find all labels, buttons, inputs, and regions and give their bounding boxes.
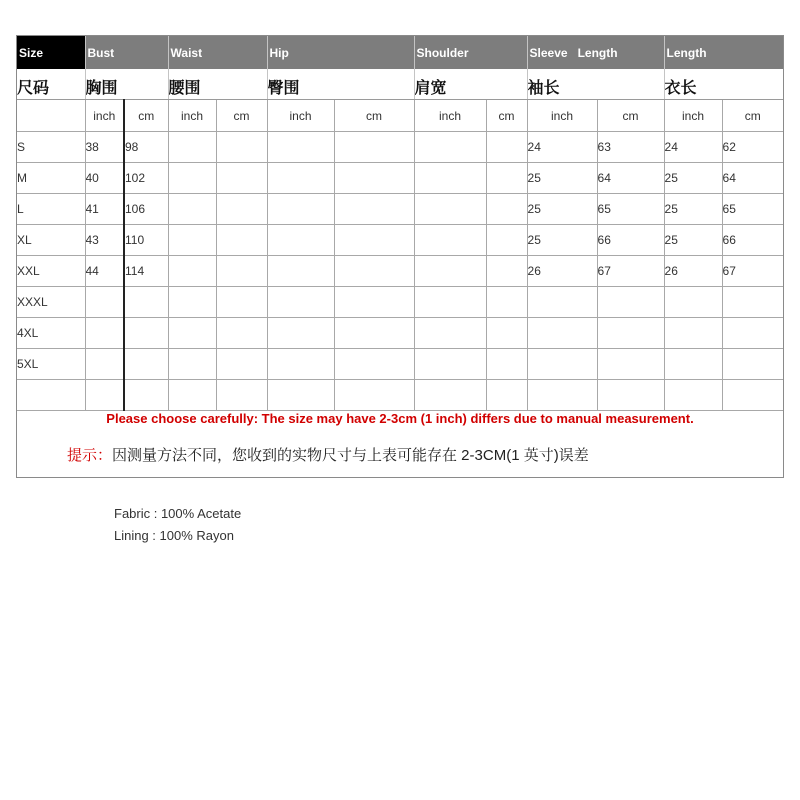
value-cell — [597, 380, 664, 411]
table-row — [17, 380, 783, 411]
value-cell: 65 — [722, 194, 783, 225]
value-cell — [168, 132, 216, 163]
value-cell: 25 — [664, 163, 722, 194]
value-cell — [124, 287, 168, 318]
value-cell — [267, 287, 334, 318]
value-cell — [414, 349, 486, 380]
value-cell — [414, 194, 486, 225]
unit-cm: cm — [597, 100, 664, 132]
value-cell — [267, 132, 334, 163]
value-cell: 110 — [124, 225, 168, 256]
value-cell — [486, 256, 527, 287]
value-cell — [334, 256, 414, 287]
value-cell: 64 — [722, 163, 783, 194]
value-cell: 44 — [85, 256, 124, 287]
value-cell — [486, 380, 527, 411]
value-cell: 66 — [722, 225, 783, 256]
size-table — [17, 36, 783, 411]
header-waist: Waist — [168, 36, 267, 69]
header-cn-size: 尺码 — [17, 69, 85, 100]
value-cell — [168, 225, 216, 256]
value-cell: 114 — [124, 256, 168, 287]
value-cell: 26 — [527, 256, 597, 287]
table-row — [17, 256, 783, 287]
value-cell — [168, 194, 216, 225]
size-chart — [16, 35, 784, 478]
size-cell: 5XL — [17, 349, 85, 380]
value-cell — [664, 349, 722, 380]
value-cell — [527, 287, 597, 318]
unit-inch: inch — [85, 100, 124, 132]
value-cell — [124, 349, 168, 380]
value-cell — [168, 163, 216, 194]
value-cell — [414, 225, 486, 256]
value-cell — [334, 380, 414, 411]
header-hip: Hip — [267, 36, 414, 69]
value-cell: 38 — [85, 132, 124, 163]
unit-cm: cm — [722, 100, 783, 132]
value-cell — [664, 318, 722, 349]
measurement-note-cn — [67, 444, 589, 465]
value-cell — [168, 349, 216, 380]
value-cell — [267, 349, 334, 380]
value-cell — [486, 287, 527, 318]
value-cell — [334, 225, 414, 256]
header-cn-shoulder: 肩宽 — [414, 69, 527, 100]
value-cell — [85, 287, 124, 318]
value-cell: 25 — [527, 194, 597, 225]
value-cell — [124, 380, 168, 411]
value-cell — [168, 287, 216, 318]
value-cell — [85, 318, 124, 349]
unit-inch: inch — [664, 100, 722, 132]
value-cell — [527, 380, 597, 411]
value-cell — [168, 380, 216, 411]
value-cell — [722, 287, 783, 318]
size-cell: 4XL — [17, 318, 85, 349]
value-cell — [486, 163, 527, 194]
measurement-note-en: Please choose carefully: The size may have 2-3cm (1 inch) differs due to manual measurement. — [106, 411, 694, 426]
size-cell: M — [17, 163, 85, 194]
value-cell — [267, 194, 334, 225]
value-cell — [664, 380, 722, 411]
value-cell — [216, 194, 267, 225]
header-row — [17, 36, 783, 69]
material-info — [114, 503, 241, 547]
unit-cm: cm — [334, 100, 414, 132]
value-cell: 98 — [124, 132, 168, 163]
fabric-text: Fabric : 100% Acetate — [114, 506, 242, 521]
value-cell — [597, 349, 664, 380]
header-bust: Bust — [85, 36, 168, 69]
size-cell: XXL — [17, 256, 85, 287]
value-cell — [334, 132, 414, 163]
unit-empty — [17, 100, 85, 132]
header-cn-length: 衣长 — [664, 69, 783, 100]
unit-row — [17, 100, 783, 132]
value-cell: 66 — [597, 225, 664, 256]
value-cell — [267, 380, 334, 411]
value-cell — [414, 256, 486, 287]
value-cell — [267, 256, 334, 287]
unit-inch: inch — [527, 100, 597, 132]
value-cell: 25 — [527, 163, 597, 194]
header-cn-sleeve: 袖长 — [527, 69, 664, 100]
size-cell: XL — [17, 225, 85, 256]
lining-text: Lining : 100% Rayon — [114, 528, 234, 543]
value-cell — [722, 349, 783, 380]
size-cell — [17, 380, 85, 411]
value-cell — [334, 287, 414, 318]
value-cell — [597, 287, 664, 318]
header-size: Size — [17, 36, 85, 69]
unit-cm: cm — [486, 100, 527, 132]
value-cell — [486, 225, 527, 256]
value-cell: 25 — [664, 194, 722, 225]
value-cell — [216, 318, 267, 349]
value-cell: 25 — [527, 225, 597, 256]
value-cell — [267, 318, 334, 349]
value-cell — [486, 194, 527, 225]
size-cell: S — [17, 132, 85, 163]
size-cell: L — [17, 194, 85, 225]
value-cell: 25 — [664, 225, 722, 256]
table-row — [17, 318, 783, 349]
value-cell — [168, 318, 216, 349]
note-cn-text: 因测量方法不同，您收到的实物尺寸与上表可能存在 2-3CM(1 英寸)误差 — [112, 447, 589, 464]
value-cell — [722, 318, 783, 349]
note-cn-label: 提示： — [67, 447, 113, 464]
value-cell: 106 — [124, 194, 168, 225]
value-cell — [414, 287, 486, 318]
header-shoulder: Shoulder — [414, 36, 527, 69]
value-cell — [527, 349, 597, 380]
value-cell — [486, 318, 527, 349]
value-cell — [334, 163, 414, 194]
unit-inch: inch — [168, 100, 216, 132]
value-cell — [334, 194, 414, 225]
value-cell — [168, 256, 216, 287]
value-cell — [216, 163, 267, 194]
unit-inch: inch — [267, 100, 334, 132]
value-cell — [85, 380, 124, 411]
value-cell — [486, 132, 527, 163]
unit-cm: cm — [216, 100, 267, 132]
value-cell — [216, 256, 267, 287]
value-cell: 62 — [722, 132, 783, 163]
value-cell — [664, 287, 722, 318]
value-cell — [722, 380, 783, 411]
table-row — [17, 349, 783, 380]
value-cell: 102 — [124, 163, 168, 194]
size-cell: XXXL — [17, 287, 85, 318]
header-cn-row — [17, 69, 783, 100]
table-row — [17, 225, 783, 256]
unit-inch: inch — [414, 100, 486, 132]
table-row — [17, 194, 783, 225]
value-cell — [597, 318, 664, 349]
value-cell: 40 — [85, 163, 124, 194]
value-cell — [267, 163, 334, 194]
value-cell — [124, 318, 168, 349]
value-cell: 24 — [527, 132, 597, 163]
value-cell — [414, 132, 486, 163]
value-cell: 63 — [597, 132, 664, 163]
value-cell: 41 — [85, 194, 124, 225]
value-cell — [414, 318, 486, 349]
unit-cm: cm — [124, 100, 168, 132]
value-cell — [486, 349, 527, 380]
value-cell — [216, 287, 267, 318]
value-cell — [334, 318, 414, 349]
value-cell — [414, 380, 486, 411]
value-cell — [216, 349, 267, 380]
header-cn-bust: 胸围 — [85, 69, 168, 100]
value-cell — [216, 132, 267, 163]
value-cell: 64 — [597, 163, 664, 194]
header-sleeve-length: Sleeve Length — [527, 36, 664, 69]
header-cn-waist: 腰围 — [168, 69, 267, 100]
value-cell — [216, 225, 267, 256]
value-cell: 43 — [85, 225, 124, 256]
value-cell: 26 — [664, 256, 722, 287]
header-cn-hip: 臀围 — [267, 69, 414, 100]
value-cell — [334, 349, 414, 380]
value-cell: 67 — [722, 256, 783, 287]
value-cell: 67 — [597, 256, 664, 287]
table-row — [17, 287, 783, 318]
value-cell — [414, 163, 486, 194]
value-cell: 24 — [664, 132, 722, 163]
value-cell — [267, 225, 334, 256]
value-cell — [85, 349, 124, 380]
header-length: Length — [664, 36, 783, 69]
value-cell — [527, 318, 597, 349]
value-cell: 65 — [597, 194, 664, 225]
value-cell — [216, 380, 267, 411]
table-row — [17, 132, 783, 163]
table-row — [17, 163, 783, 194]
